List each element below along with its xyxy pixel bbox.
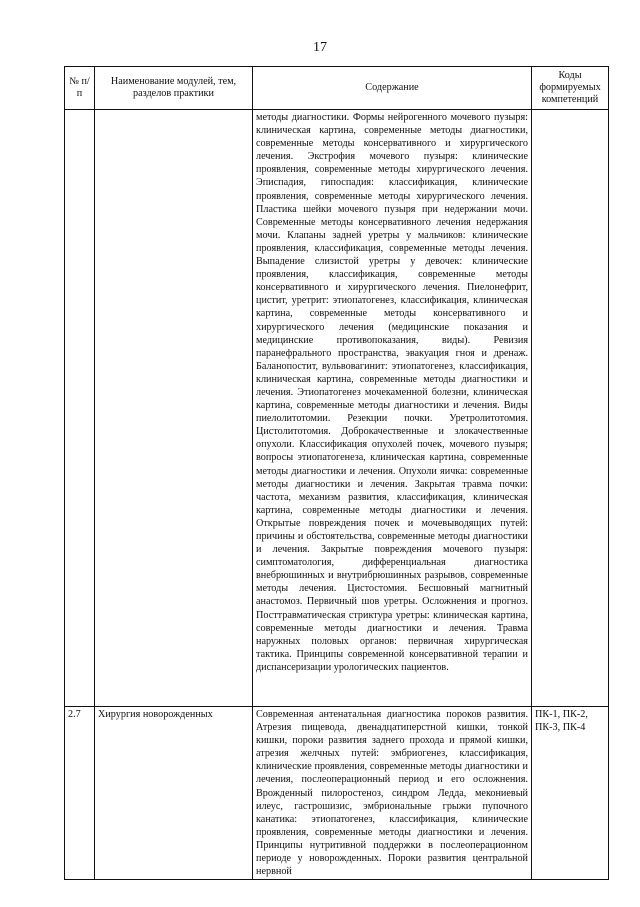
row-codes: ПК-1, ПК-2, ПК-3, ПК-4: [532, 707, 609, 880]
page-number: 17: [313, 40, 327, 55]
header-codes: Коды формируемых компетенций: [532, 67, 609, 110]
row-num: [65, 110, 95, 707]
row-name: Хирургия новорожденных: [95, 707, 253, 880]
table-header-row: [65, 67, 609, 110]
header-name: Наименование модулей, тем, разделов практики: [95, 67, 253, 110]
row-codes: [532, 110, 609, 707]
row-content: Современная антенатальная диагностика пороков развития. Атрезия пищевода, двенадцатиперстной кишки, тонкой кишки, пороки развития заднего прохода и прямой кишки, атрезия желчных путей: эмбриогенез, классификация, клинические проявления, современные методы диагностики и лечения, послеоперационный период и его осложнения. Врожденный пилоростеноз, синдром Ледда, мекониевый илеус, гастрошизис, эмбриональные грыжи пупочного канатика: этиопатогенез, классификация, клинические проявления, современные методы диагностики и лечения. Принципы нутритивной поддержки в послеоперационном периоде у новорожденных. Пороки развития центральной нервной: [253, 707, 532, 880]
program-table: [64, 66, 609, 880]
row-num: 2.7: [65, 707, 95, 880]
header-num: № п/п: [65, 67, 95, 110]
header-content: Содержание: [253, 67, 532, 110]
table-row: [65, 110, 609, 707]
table-row: [65, 707, 609, 880]
row-name: [95, 110, 253, 707]
row-content: методы диагностики. Формы нейрогенного мочевого пузыря: клиническая картина, современные методы диагностики, современные методы консервативного и хирургического лечения. Экстрофия мочевого пузыря: клинические проявления, современные методы хирургического лечения. Эписпадия, гипоспадия: классификация, клинические проявления, современные методы хирургического лечения. Пластика шейки мочевого пузыря при недержании мочи. Современные методы консервативного лечения недержания мочи. Клапаны задней уретры у мальчиков: клинические проявления, классификация, современные методы лечения. Выпадение слизистой уретры у девочек: клинические проявления, классификация, современные методы консервативного и хирургического лечения. Пиелонефрит, цистит, уретрит: этиопатогенез, классификация, клиническая картина, современные методы консервативного и хирургического лечения (медицинские показания и медицинские противопоказания, виды). Ревизия паранефрального пространства, эвакуация гноя и дренаж. Баланопостит, вульвовагинит: этиопатогенез, классификация, клиническая картина, современные методы диагностики и лечения. Этиопатогенез мочекаменной болезни, клиническая картина, современные методы диагностики и лечения. Виды пиелолитотомии. Резекции почки. Уретролитотомия. Цистолитотомия. Доброкачественные и злокачественные опухоли. Классификация опухолей почек, мочевого пузыря; вопросы этиопатогенеза, клиническая картина, современные методы диагностики и лечения. Опухоли яичка: современные методы диагностики и лечения. Закрытая травма почки: частота, механизм развития, классификация, клиническая картина, современные методы диагностики и лечения. Открытые повреждения почек и мочевыводящих путей: причины и обстоятельства, современные методы диагностики и лечения. Закрытые повреждения мочевого пузыря: симптоматология, дифференциальная диагностика внебрюшинных и внутрибрюшинных разрывов, современные методы лечения. Цистостомия. Бесшовный магнитный анастомоз. Первичный шов уретры. Осложнения и прогноз. Посттравматическая стриктура уретры: клиническая картина, современные методы диагностики и лечения. Травма наружных половых органов: первичная хирургическая тактика. Принципы современной консервативной терапии и диспансеризации урологических пациентов.: [253, 110, 532, 707]
